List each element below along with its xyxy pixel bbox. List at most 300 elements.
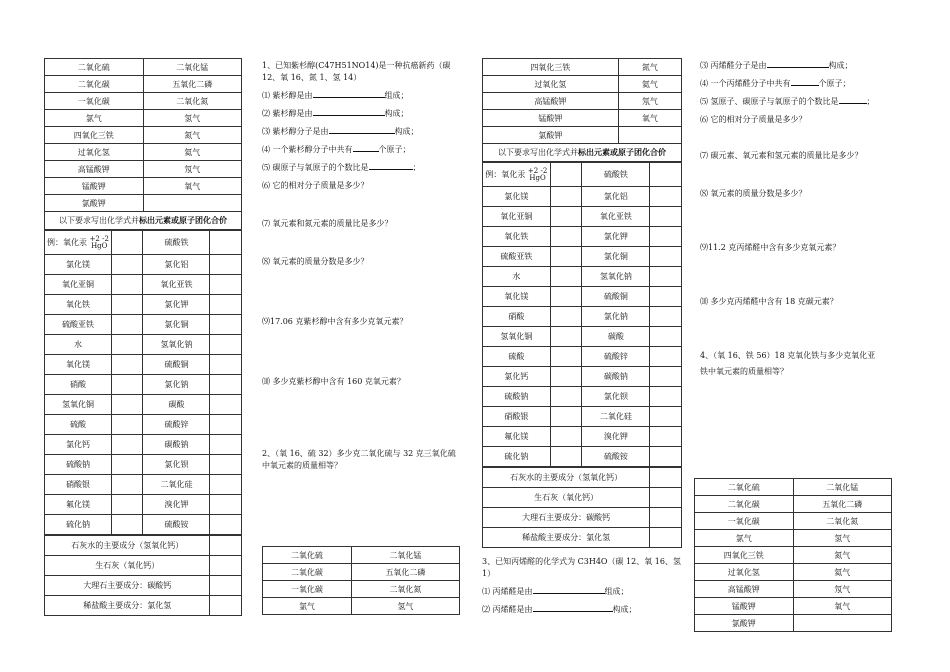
- table-cell: 氯化镁: [45, 255, 112, 275]
- small-table-col4: [694, 478, 892, 632]
- table-cell: [650, 163, 682, 187]
- fill-in-item: ⑴ 丙烯醛是由 组成；: [482, 587, 629, 596]
- table-row: [45, 576, 242, 596]
- table-cell: 氧化镁: [45, 355, 112, 375]
- answer-blank[interactable]: [767, 67, 829, 68]
- table-cell: [483, 163, 551, 187]
- table-cell: 氯化铜: [582, 247, 650, 267]
- table-row: [45, 495, 242, 515]
- fill-in-item: ⑷ 一个丙烯醛分子中共有 个原子；: [700, 79, 851, 88]
- table-row: [483, 387, 682, 407]
- table-cell: [111, 455, 143, 475]
- table-cell: [793, 615, 892, 632]
- table-cell: 锰酸钾: [695, 598, 794, 615]
- question: ⑼17.06 克紫杉醇中含有多少克氧元素？: [262, 317, 408, 326]
- table-cell: [111, 495, 143, 515]
- table-cell: [111, 275, 143, 295]
- table-cell: [143, 195, 242, 212]
- table-cell: 二氧化碳: [695, 496, 794, 513]
- answer-blank[interactable]: [533, 593, 605, 594]
- table-cell: 硫酸: [45, 415, 112, 435]
- table-cell: [650, 287, 682, 307]
- table-cell: 石灰水的主要成分（氢氧化钙）: [483, 468, 650, 488]
- answer-blank[interactable]: [369, 169, 413, 170]
- table-row: [45, 596, 242, 616]
- table-cell: 溴化钾: [143, 495, 210, 515]
- table-row: [45, 110, 242, 127]
- table-cell: 二氧化锰: [793, 479, 892, 496]
- table-cell: 氧化亚铁: [143, 275, 210, 295]
- table-row: [483, 347, 682, 367]
- table-cell: 水: [483, 267, 551, 287]
- table-cell: 过氧化氢: [45, 144, 144, 161]
- answer-blank[interactable]: [313, 115, 385, 116]
- table-cell: 硫酸亚铁: [483, 247, 551, 267]
- answer-blank[interactable]: [791, 85, 819, 86]
- table-row: [45, 178, 242, 195]
- table-cell: [550, 247, 582, 267]
- table-cell: 氧化亚铁: [582, 207, 650, 227]
- table-row: [483, 407, 682, 427]
- table-cell: [650, 307, 682, 327]
- table-cell: 硫酸铜: [582, 287, 650, 307]
- table-cell: 氟化镁: [45, 495, 112, 515]
- table-row: [45, 375, 242, 395]
- hgo-formula: +2 -2 HgO: [89, 234, 109, 250]
- table-cell: [111, 231, 143, 255]
- table-row: [45, 315, 242, 335]
- question: ⑽ 多少克丙烯醛中含有 18 克碳元素？: [700, 297, 838, 306]
- column-4: [700, 60, 880, 386]
- table-cell: 二氧化硅: [582, 407, 650, 427]
- table-row: [483, 367, 682, 387]
- table-cell: 氯化铜: [143, 315, 210, 335]
- table-row: [483, 93, 682, 110]
- table-row: [483, 247, 682, 267]
- table-cell: 氢气: [351, 598, 459, 615]
- table-row: [483, 427, 682, 447]
- table-cell: [550, 327, 582, 347]
- table-cell: 氯化钡: [143, 455, 210, 475]
- table-cell: [210, 536, 242, 556]
- table-cell: 高锰酸钾: [45, 161, 144, 178]
- table-row: [483, 528, 682, 548]
- example-row: [45, 231, 242, 255]
- table-cell: 氧化镁: [483, 287, 551, 307]
- question: ⑹ 它的相对分子质量是多少？: [262, 181, 369, 190]
- table-cell: [550, 207, 582, 227]
- table-cell: [210, 435, 242, 455]
- table-cell: [650, 508, 682, 528]
- table-row: [483, 468, 682, 488]
- table-cell: 硝酸银: [483, 407, 551, 427]
- table-cell: [650, 347, 682, 367]
- table-cell: 氢氧化铜: [483, 327, 551, 347]
- table-cell: 氮气: [793, 547, 892, 564]
- table-cell: [210, 455, 242, 475]
- table-cell: 一氧化碳: [263, 581, 352, 598]
- table-cell: [650, 447, 682, 467]
- table-cell: [550, 367, 582, 387]
- table-cell: [550, 347, 582, 367]
- table-row: [483, 76, 682, 93]
- table-cell: 氯酸钾: [695, 615, 794, 632]
- table-cell: 氟化镁: [483, 427, 551, 447]
- table-cell: [618, 127, 681, 144]
- table-row: [695, 581, 892, 598]
- table-cell: 稀盐酸主要成分：氯化氢: [483, 528, 650, 548]
- table-row: [483, 307, 682, 327]
- table-cell: [210, 556, 242, 576]
- table-cell: [550, 163, 582, 187]
- fill-in-item: ⑶ 丙烯醛分子是由 构成；: [700, 61, 853, 70]
- table-row: [45, 536, 242, 556]
- table-cell: [650, 327, 682, 347]
- table-cell: 氢氧化铜: [45, 395, 112, 415]
- table-row: [45, 475, 242, 495]
- table-row: [483, 59, 682, 76]
- table-cell: [550, 287, 582, 307]
- table-cell: 硫酸铵: [582, 447, 650, 467]
- table-cell: [210, 475, 242, 495]
- table-cell: 生石灰（氧化钙）: [45, 556, 210, 576]
- table-cell: [650, 367, 682, 387]
- column-3: [482, 58, 682, 622]
- table-cell: 硝酸: [45, 375, 112, 395]
- answer-blank[interactable]: [839, 103, 867, 104]
- table-cell: 硝酸: [483, 307, 551, 327]
- table-cell: 硝酸银: [45, 475, 112, 495]
- table-cell: 氯化铝: [143, 255, 210, 275]
- table-row: [695, 479, 892, 496]
- table-cell: 氯化钾: [582, 227, 650, 247]
- table-cell: [550, 447, 582, 467]
- table-cell: [550, 227, 582, 247]
- table-cell: 氦气: [793, 564, 892, 581]
- table-cell: [111, 375, 143, 395]
- table-cell: 二氧化硫: [45, 59, 144, 76]
- table-cell: [650, 207, 682, 227]
- table-cell: 氧气: [793, 598, 892, 615]
- table-cell: 碳酸钠: [143, 435, 210, 455]
- table-cell: [111, 295, 143, 315]
- answer-blank[interactable]: [313, 97, 385, 98]
- table-cell: [210, 355, 242, 375]
- table-cell: 氯气: [45, 110, 144, 127]
- table-cell: 氯酸钾: [483, 127, 619, 144]
- table-row: [45, 355, 242, 375]
- answer-blank[interactable]: [329, 133, 395, 134]
- table-cell: 四氧化三铁: [695, 547, 794, 564]
- table-cell: 氢气: [793, 530, 892, 547]
- table-cell: 一氧化碳: [45, 93, 144, 110]
- table-cell: 石灰水的主要成分（氢氧化钙）: [45, 536, 210, 556]
- table-row: [45, 515, 242, 535]
- table-cell: [111, 355, 143, 375]
- table-row: [483, 488, 682, 508]
- fill-in-item: ⑷ 一个紫杉醇分子中共有 个原子；: [262, 145, 411, 154]
- table-cell: 碳酸: [143, 395, 210, 415]
- q3-intro: 3、已知丙烯醛的化学式为 C3H4O（碳 12、氧 16、氢 1）: [482, 557, 681, 578]
- table-row: [263, 581, 460, 598]
- table-cell: [111, 515, 143, 535]
- table-cell: 硫酸铜: [143, 355, 210, 375]
- table-row: [45, 76, 242, 93]
- table-row: [695, 530, 892, 547]
- table-cell: 氯化钙: [483, 367, 551, 387]
- table-cell: [650, 468, 682, 488]
- table-row: [45, 335, 242, 355]
- table-cell: 四氧化三铁: [45, 127, 144, 144]
- table-cell: [210, 315, 242, 335]
- fill-in-item: ⑴ 紫杉醇是由 组成；: [262, 91, 409, 100]
- table-row: [483, 267, 682, 287]
- table-cell: [550, 187, 582, 207]
- table-cell: [550, 267, 582, 287]
- fill-in-item: ⑸ 碳原子与氧原子的个数比是 ；: [262, 163, 421, 172]
- example-row: [483, 163, 682, 187]
- table-row: [483, 287, 682, 307]
- table-cell: 硫化钠: [483, 447, 551, 467]
- table-cell: 氧化亚铜: [483, 207, 551, 227]
- table-row: [45, 415, 242, 435]
- table-row: [483, 227, 682, 247]
- q4-text: 4、（氧 16、铁 56）18 克氧化铁与多少克氧化亚铁中氧元素的质量相等？: [700, 351, 876, 376]
- table-row: [695, 547, 892, 564]
- table-cell: [210, 375, 242, 395]
- table-cell: [210, 415, 242, 435]
- table-row: [483, 110, 682, 127]
- question: ⑼11.2 克丙烯醛中含有多少克氧元素？: [700, 243, 841, 252]
- table-cell: [650, 407, 682, 427]
- table-cell: [550, 387, 582, 407]
- small-table-col2: [262, 546, 460, 615]
- table-cell: 生石灰（氧化钙）: [483, 488, 650, 508]
- table-cell: [210, 395, 242, 415]
- table-cell: 硫酸锌: [143, 415, 210, 435]
- valence-table: [44, 230, 242, 535]
- table-cell: 氯气: [695, 530, 794, 547]
- table-cell: [45, 231, 112, 255]
- table-cell: 碳酸钠: [582, 367, 650, 387]
- table-cell: 硫化钠: [45, 515, 112, 535]
- table-cell: 氯化钡: [582, 387, 650, 407]
- column-2: [262, 60, 462, 478]
- question: ⑹ 它的相对分子质量是多少？: [700, 115, 807, 124]
- table-cell: 氢氧化钠: [143, 335, 210, 355]
- instruction: 以下要求写出化学式并标出元素或原子团化合价: [44, 212, 242, 230]
- table-cell: 硫酸: [483, 347, 551, 367]
- table-row: [695, 564, 892, 581]
- table-row: [483, 127, 682, 144]
- table-row: [263, 547, 460, 564]
- table-cell: 硫酸铵: [143, 515, 210, 535]
- table-row: [45, 195, 242, 212]
- table-cell: 氦气: [143, 144, 242, 161]
- question: ⑻ 氧元素的质量分数是多少？: [262, 257, 369, 266]
- table-cell: [210, 275, 242, 295]
- table-cell: [210, 515, 242, 535]
- instruction-3: 以下要求写出化学式并标出元素或原子团化合价: [482, 144, 682, 162]
- q1-intro: 1、已知紫杉醇(C47H51NO14)是一种抗癌新药（碳 12、氧 16、氮 1、氢 14）: [262, 61, 451, 82]
- table-cell: 氯化钙: [45, 435, 112, 455]
- answer-blank[interactable]: [533, 611, 613, 612]
- table-cell: [650, 247, 682, 267]
- q2-text: 2、（氧 16、硫 32）多少克二氧化硫与 32 克三氧化硫中氧元素的质量相等？: [262, 449, 456, 470]
- table-cell: [210, 495, 242, 515]
- table-row: [483, 187, 682, 207]
- fill-in-item: ⑵ 紫杉醇是由 构成；: [262, 109, 409, 118]
- table-cell: [111, 335, 143, 355]
- table-row: [263, 598, 460, 615]
- table-cell: [111, 435, 143, 455]
- table-cell: [650, 187, 682, 207]
- table-cell: [111, 415, 143, 435]
- table-row: [483, 447, 682, 467]
- table-cell: 高锰酸钾: [483, 93, 619, 110]
- table-cell: [111, 395, 143, 415]
- table-cell: 二氧化锰: [143, 59, 242, 76]
- table-cell: 大理石主要成分：碳酸钙: [45, 576, 210, 596]
- table-cell: 五氧化二磷: [143, 76, 242, 93]
- table-cell: 稀盐酸主要成分：氯化氢: [45, 596, 210, 616]
- fill-in-item: ⑸ 氢原子、碳原子与氧原子的个数比是 ；: [700, 97, 875, 106]
- table-cell: 氧化亚铜: [45, 275, 112, 295]
- table-cell: 氯气: [263, 598, 352, 615]
- table-cell: 二氧化氮: [143, 93, 242, 110]
- table-row: [45, 161, 242, 178]
- table-row: [45, 556, 242, 576]
- table-cell: 二氧化氮: [351, 581, 459, 598]
- table-cell: [550, 307, 582, 327]
- table-cell: 氖气: [793, 581, 892, 598]
- table-cell: [111, 315, 143, 335]
- table-row: [45, 144, 242, 161]
- table-row: [263, 564, 460, 581]
- table-cell: 氧化铁: [483, 227, 551, 247]
- mixtures-table: [44, 535, 242, 616]
- table-row: [483, 508, 682, 528]
- table-cell: 氯化钾: [143, 295, 210, 315]
- table-row: [45, 295, 242, 315]
- table-cell: 氧气: [143, 178, 242, 195]
- table-cell: 过氧化氢: [483, 76, 619, 93]
- table-cell: [650, 227, 682, 247]
- table-cell: 四氧化三铁: [483, 59, 619, 76]
- table-cell: 硫酸钠: [483, 387, 551, 407]
- table-cell: 高锰酸钾: [695, 581, 794, 598]
- table-cell: 氖气: [143, 161, 242, 178]
- table-row: [695, 615, 892, 632]
- table-cell: 硫酸钠: [45, 455, 112, 475]
- question: ⑺ 碳元素、氧元素和氢元素的质量比是多少？: [700, 151, 863, 160]
- table-cell: [650, 427, 682, 447]
- question: ⑽ 多少克紫杉醇中含有 160 克氧元素？: [262, 377, 405, 386]
- table-cell: 氯化镁: [483, 187, 551, 207]
- table-cell: 二氧化锰: [351, 547, 459, 564]
- question: ⑺ 氧元素和氮元素的质量比是多少？: [262, 219, 393, 228]
- example-label: 例：氧化汞: [47, 237, 88, 247]
- table-cell: 碳酸: [582, 327, 650, 347]
- table-cell: 锰酸钾: [45, 178, 144, 195]
- table-row: [695, 496, 892, 513]
- table-cell: 大理石主要成分：碳酸钙: [483, 508, 650, 528]
- table-row: [45, 275, 242, 295]
- question: ⑻ 氧元素的质量分数是多少？: [700, 189, 807, 198]
- table-cell: 氢气: [143, 110, 242, 127]
- table-row: [45, 455, 242, 475]
- table-cell: 二氧化硫: [695, 479, 794, 496]
- table-cell: 氯酸钾: [45, 195, 144, 212]
- table-row: [45, 59, 242, 76]
- table-cell: 氮气: [618, 59, 681, 76]
- table-cell: [650, 488, 682, 508]
- table-cell: [550, 407, 582, 427]
- table-cell: [650, 528, 682, 548]
- table-cell: [210, 231, 242, 255]
- table-cell: [210, 596, 242, 616]
- table-cell: 氯化铝: [582, 187, 650, 207]
- table-cell: 水: [45, 335, 112, 355]
- table-cell: 五氧化二磷: [793, 496, 892, 513]
- table-cell: 锰酸钾: [483, 110, 619, 127]
- table-cell: [650, 387, 682, 407]
- hgo-formula: +2 -2 HgO: [527, 166, 548, 182]
- table-row: [483, 327, 682, 347]
- fill-in-item: ⑵ 丙烯醛是由 构成；: [482, 605, 637, 614]
- table-cell: [550, 427, 582, 447]
- table-cell: 硫酸铁: [143, 231, 210, 255]
- table-cell: 二氧化硫: [263, 547, 352, 564]
- table-cell: [210, 576, 242, 596]
- table-cell: 氯化钠: [582, 307, 650, 327]
- table-cell: 五氧化二磷: [351, 564, 459, 581]
- table-row: [483, 207, 682, 227]
- table-cell: [210, 335, 242, 355]
- table-cell: 硫酸铁: [582, 163, 650, 187]
- table-row: [45, 435, 242, 455]
- table-cell: 氧气: [618, 110, 681, 127]
- table-row: [695, 598, 892, 615]
- compounds-table: [44, 58, 242, 212]
- table-cell: 硫酸亚铁: [45, 315, 112, 335]
- table-cell: [210, 255, 242, 275]
- table-cell: 氧化铁: [45, 295, 112, 315]
- column-1: [44, 58, 242, 616]
- table-row: [45, 127, 242, 144]
- table-cell: 硫酸锌: [582, 347, 650, 367]
- fill-in-item: ⑶ 紫杉醇分子是由 构成；: [262, 127, 419, 136]
- table-cell: 氢氧化钠: [582, 267, 650, 287]
- table-cell: 氖气: [618, 93, 681, 110]
- table-cell: 二氧化碳: [263, 564, 352, 581]
- table-cell: 氦气: [618, 76, 681, 93]
- table-cell: 二氧化硅: [143, 475, 210, 495]
- table-row: [45, 93, 242, 110]
- answer-blank[interactable]: [353, 151, 379, 152]
- table-cell: [111, 255, 143, 275]
- example-label: 例：氧化汞: [485, 169, 526, 179]
- table-cell: 氯化钠: [143, 375, 210, 395]
- table-cell: 二氧化氮: [793, 513, 892, 530]
- table-cell: 氮气: [143, 127, 242, 144]
- table-row: [695, 513, 892, 530]
- table-cell: [650, 267, 682, 287]
- table-cell: [111, 475, 143, 495]
- table-cell: 溴化钾: [582, 427, 650, 447]
- table-row: [45, 395, 242, 415]
- table-row: [45, 255, 242, 275]
